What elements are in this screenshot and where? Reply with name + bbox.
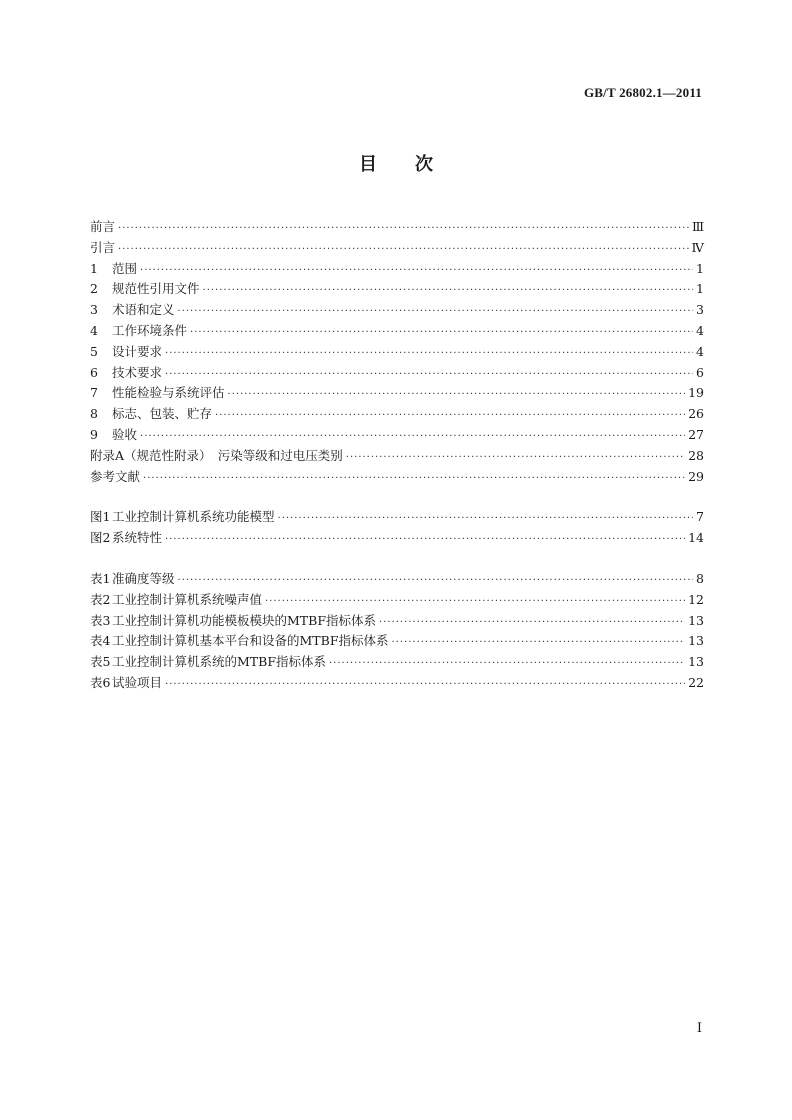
toc-entry[interactable] xyxy=(90,238,704,259)
toc-entry-page: 27 xyxy=(688,426,704,442)
toc-tables xyxy=(90,569,704,694)
toc-entry-number: 7 xyxy=(90,385,98,401)
toc-entry-page: Ⅳ xyxy=(691,239,704,255)
toc-entry-title: 前言 xyxy=(90,219,116,234)
dot-leader xyxy=(165,365,693,386)
toc-entry-title: 参考文献 xyxy=(90,468,141,484)
toc-entry-number: 5 xyxy=(90,343,98,359)
toc-entry-number: 6 xyxy=(90,364,98,380)
toc-entry[interactable] xyxy=(90,528,704,549)
toc-entry-number: 表3 xyxy=(90,612,111,628)
toc-entry[interactable] xyxy=(90,342,704,363)
toc-entry-number: 图1 xyxy=(90,509,111,525)
standard-number: GB/T 26802.1—2011 xyxy=(583,85,702,100)
toc-entry-page: 6 xyxy=(696,364,704,380)
toc-entry-title: 准确度等级 xyxy=(112,570,175,586)
toc-entry[interactable] xyxy=(90,321,704,342)
dot-leader xyxy=(118,240,688,261)
toc-entry-title: 性能检验与系统评估 xyxy=(112,385,225,401)
toc-entry-page: 4 xyxy=(696,343,704,359)
page-number: Ⅰ xyxy=(696,1020,702,1035)
toc-entry-title: 设计要求 xyxy=(112,343,163,359)
dot-leader xyxy=(165,344,693,365)
toc-entry-page: 26 xyxy=(688,406,704,422)
toc-entry-title: 引言 xyxy=(90,239,116,255)
toc-entry-number: 9 xyxy=(90,426,98,442)
toc-entry-title: 系统特性 xyxy=(112,530,163,546)
dot-leader xyxy=(165,530,685,551)
toc-entry-title: 术语和定义 xyxy=(112,302,175,318)
toc-entry-number: 3 xyxy=(90,302,98,318)
dot-leader xyxy=(143,469,685,490)
toc-entry-page: 1 xyxy=(696,281,704,297)
toc-entry-title: 工业控制计算机基本平台和设备的MTBF指标体系 xyxy=(112,633,389,649)
toc-entry[interactable] xyxy=(90,404,704,425)
toc-entry[interactable] xyxy=(90,631,704,652)
dot-leader xyxy=(165,675,685,696)
toc-entry-page: 28 xyxy=(688,447,704,463)
toc-entry-title: 工业控制计算机系统功能模型 xyxy=(112,509,275,525)
dot-leader xyxy=(278,509,694,530)
toc-entry-title: 验收 xyxy=(112,426,138,442)
toc-entry-page: 3 xyxy=(696,302,704,318)
toc-entry[interactable] xyxy=(90,259,704,280)
toc-entry-number: 表1 xyxy=(90,570,111,586)
toc-entry[interactable] xyxy=(90,507,704,528)
toc-entry-page: 1 xyxy=(696,260,704,276)
toc-entry[interactable] xyxy=(90,652,704,673)
dot-leader xyxy=(118,219,689,240)
toc-entry-title: 规范性引用文件 xyxy=(112,281,200,297)
toc-entry-title: 工业控制计算机系统的MTBF指标体系 xyxy=(112,654,326,670)
toc-entry[interactable] xyxy=(90,300,704,321)
dot-leader xyxy=(346,448,685,469)
toc-entry[interactable] xyxy=(90,425,704,446)
toc-entry-number: 4 xyxy=(90,322,98,338)
toc-entry-number: 表5 xyxy=(90,654,111,670)
toc-entry[interactable] xyxy=(90,383,704,404)
toc-entry[interactable] xyxy=(90,279,704,300)
toc-entry-title: 附录A（规范性附录） 污染等级和过电压类别 xyxy=(90,447,343,463)
toc-entry[interactable] xyxy=(90,217,704,238)
toc-entry-page: 19 xyxy=(688,385,704,401)
toc-entry-page: Ⅲ xyxy=(691,219,704,234)
toc-entry-number: 表4 xyxy=(90,633,111,649)
dot-leader xyxy=(190,323,693,344)
toc-entry-title: 标志、包装、贮存 xyxy=(112,406,213,422)
toc-sections xyxy=(90,217,704,487)
toc-entry-number: 8 xyxy=(90,406,98,422)
toc-entry-number: 图2 xyxy=(90,530,111,546)
toc-entry-page: 7 xyxy=(696,509,704,525)
toc-entry[interactable] xyxy=(90,673,704,694)
dot-leader xyxy=(178,302,694,323)
dot-leader xyxy=(178,571,694,592)
dot-leader xyxy=(215,406,685,427)
toc-entry-number: 2 xyxy=(90,281,98,297)
dot-leader xyxy=(203,281,694,302)
toc-entry-number: 1 xyxy=(90,260,98,276)
toc-entry[interactable] xyxy=(90,363,704,384)
toc-entry-title: 技术要求 xyxy=(112,364,163,380)
toc-entry[interactable] xyxy=(90,569,704,590)
dot-leader xyxy=(140,261,693,282)
toc-entry-page: 29 xyxy=(688,468,704,484)
toc-entry-title: 试验项目 xyxy=(112,674,163,690)
dot-leader xyxy=(329,654,685,675)
toc-entry-title: 工业控制计算机功能模板模块的MTBF指标体系 xyxy=(112,612,376,628)
toc-entry-page: 14 xyxy=(688,530,704,546)
toc-entry[interactable] xyxy=(90,467,704,488)
dot-leader xyxy=(379,613,685,634)
dot-leader xyxy=(265,592,685,613)
toc-entry-page: 13 xyxy=(688,612,704,628)
toc-entry[interactable] xyxy=(90,446,704,467)
toc-entry-page: 12 xyxy=(688,591,704,607)
toc-entry-page: 22 xyxy=(688,674,704,690)
toc-entry[interactable] xyxy=(90,590,704,611)
toc-entry-page: 4 xyxy=(696,322,704,338)
toc-entry-page: 13 xyxy=(688,633,704,649)
dot-leader xyxy=(140,427,685,448)
toc-entry-page: 8 xyxy=(696,570,704,586)
dot-leader xyxy=(392,633,686,654)
toc-entry-title: 工作环境条件 xyxy=(112,322,188,338)
toc-figures xyxy=(90,507,704,549)
page-title: 目次 xyxy=(359,154,471,175)
toc-entry[interactable] xyxy=(90,611,704,632)
toc-entry-number: 表2 xyxy=(90,591,111,607)
dot-leader xyxy=(228,385,686,406)
table-of-contents xyxy=(90,217,704,694)
toc-entry-title: 范围 xyxy=(112,260,138,276)
toc-entry-number: 表6 xyxy=(90,674,111,690)
toc-entry-title: 工业控制计算机系统噪声值 xyxy=(112,591,263,607)
toc-entry-page: 13 xyxy=(688,654,704,670)
